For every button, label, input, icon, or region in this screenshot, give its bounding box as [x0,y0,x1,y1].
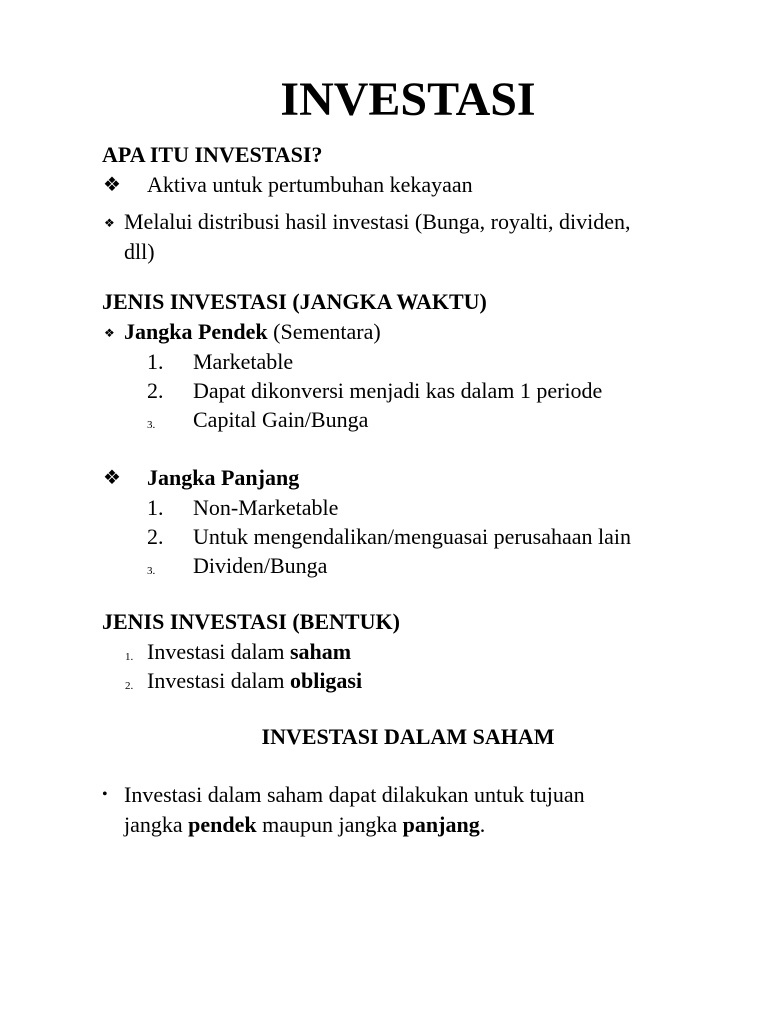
list-number: 1. [125,651,134,663]
diamond-bullet-icon: ❖ [104,326,115,340]
list-number: 2. [125,680,134,692]
section-heading-jangka: JENIS INVESTASI (JANGKA WAKTU) [102,289,487,314]
list-item: Marketable [193,349,294,374]
list-item: Non-Marketable [193,495,339,520]
list-item: Investasi dalam obligasi [147,668,363,693]
list-item: Investasi dalam saham [147,639,352,664]
list-item-cont: dll) [124,239,155,264]
diamond-bullet-icon: ❖ [103,467,121,489]
list-item: Dividen/Bunga [193,553,328,578]
paragraph-line: jangka pendek maupun jangka panjang. [124,812,486,837]
list-item: Melalui distribusi hasil investasi (Bunga, royalti, dividen, [124,209,631,234]
list-item: Untuk mengendalikan/menguasai perusahaan lain [193,524,632,549]
list-number: 3. [147,419,156,431]
section-heading-apa: APA ITU INVESTASI? [102,142,323,167]
list-item: Aktiva untuk pertumbuhan kekayaan [147,172,473,197]
bullet-icon: • [102,786,108,803]
list-item-jangka-pendek: Jangka Pendek (Sementara) [124,319,381,344]
list-number: 1. [147,349,164,374]
list-number: 3. [147,565,156,577]
section-heading-saham: INVESTASI DALAM SAHAM [261,724,555,749]
list-item: Capital Gain/Bunga [193,407,369,432]
diamond-bullet-icon: ❖ [104,216,115,230]
list-number: 2. [147,378,164,403]
list-number: 2. [147,524,164,549]
page-title: INVESTASI [280,73,536,126]
list-item-jangka-panjang: Jangka Panjang [147,465,300,490]
section-heading-bentuk: JENIS INVESTASI (BENTUK) [102,609,400,634]
diamond-bullet-icon: ❖ [103,174,121,196]
list-item: Dapat dikonversi menjadi kas dalam 1 periode [193,378,603,403]
list-number: 1. [147,495,164,520]
paragraph-line: Investasi dalam saham dapat dilakukan untuk tujuan [124,782,585,807]
